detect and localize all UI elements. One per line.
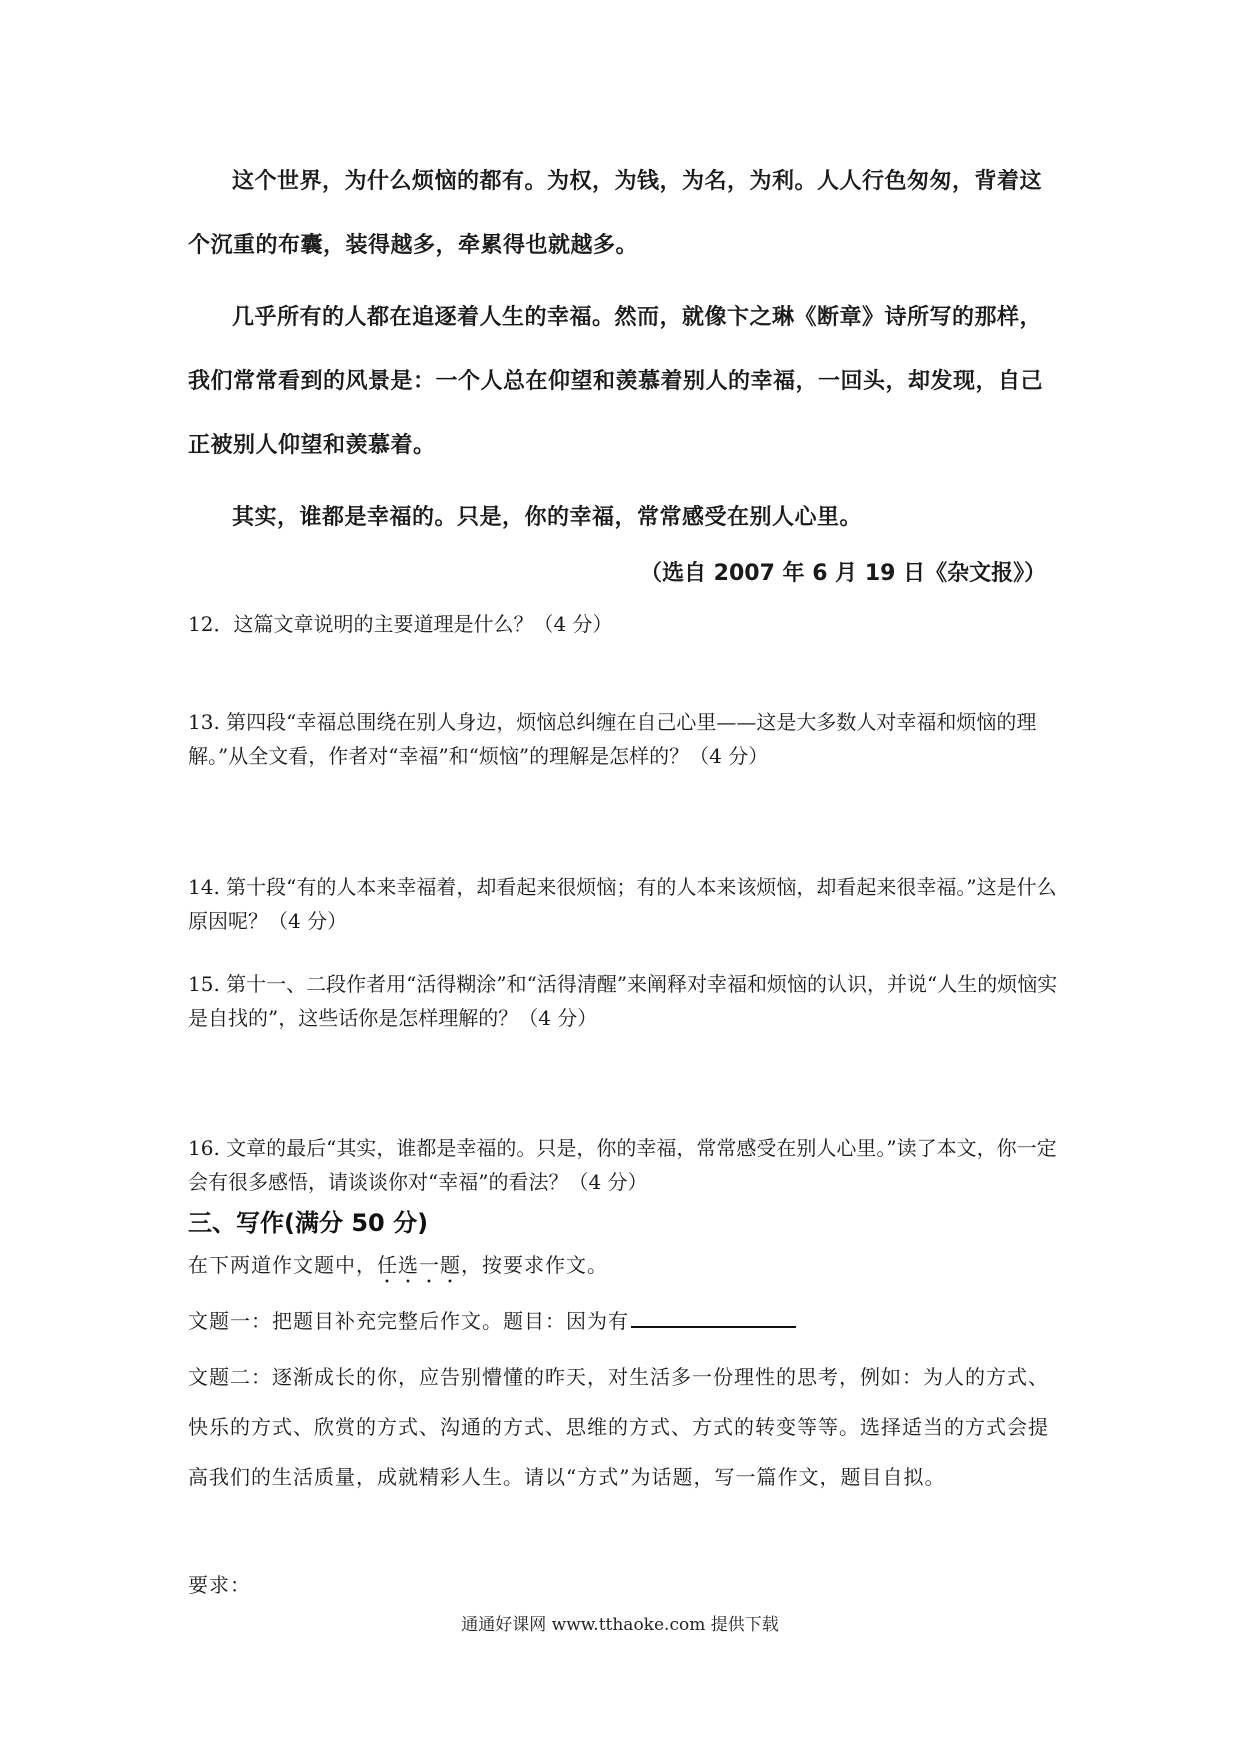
passage-paragraph-3: 其实，谁都是幸福的。只是，你的幸福，常常感受在别人心里。 (232, 505, 863, 530)
question-12: 12．这篇文章说明的主要道理是什么？（4 分） (188, 612, 613, 636)
writing-intro-emphasis: 任选一题 (377, 1253, 461, 1277)
page-footer: 通通好课网 www.tthaoke.com 提供下载 (461, 1615, 779, 1635)
writing-section-title: 三、写作(满分 50 分) (188, 1209, 429, 1237)
writing-intro-after: ，按要求作文。 (461, 1253, 608, 1277)
passage-paragraph-2: 几乎所有的人都在追逐着人生的幸福。然而，就像卞之琳《断章》诗所写的那样，我们常常看到的风景是：一个人总在仰望和羡慕着别人的幸福，一回头，却发现，自己正被别人仰望和羡慕着。 (188, 305, 1044, 458)
question-13: 13. 第四段“幸福总围绕在别人身边，烦恼总纠缠在自己心里——这是大多数人对幸福和烦恼的理解。”从全文看，作者对“幸福”和“烦恼”的理解是怎样的？（4 分） (188, 710, 1037, 768)
writing-topic-2: 文题二：逐渐成长的你，应告别懵懂的昨天，对生活多一份理性的思考，例如：为人的方式、快乐的方式、欣赏的方式、沟通的方式、思维的方式、方式的转变等等。选择适当的方式会提高我们的生活质量，成就精彩人生。请以“方式”为话题，写一篇作文，题目自拟。 (188, 1365, 1049, 1489)
question-14: 14. 第十段“有的人本来幸福着，却看起来很烦恼；有的人本来该烦恼，却看起来很幸福。”这是什么原因呢？（4 分） (188, 875, 1057, 933)
question-16: 16. 文章的最后“其实，谁都是幸福的。只是，你的幸福，常常感受在别人心里。”读了本文，你一定会有很多感悟，请谈谈你对“幸福”的看法？（4 分） (188, 1136, 1057, 1194)
question-15: 15. 第十一、二段作者用“活得糊涂”和“活得清醒”来阐释对幸福和烦恼的认识，并说“人生的烦恼实是自找的”，这些话你是怎样理解的？（4 分） (188, 972, 1058, 1030)
passage-paragraph-1: 这个世界，为什么烦恼的都有。为权，为钱，为名，为利。人人行色匆匆，背着这个沉重的布囊，装得越多，牵累得也就越多。 (188, 169, 1043, 258)
writing-topic-1 (188, 1296, 1058, 1346)
writing-intro-before: 在下两道作文题中， (188, 1253, 377, 1277)
writing-intro (188, 1240, 1058, 1290)
writing-topic-1-text: 文题一：把题目补充完整后作文。题目：因为有 (188, 1309, 629, 1333)
title-blank-line (631, 1306, 796, 1328)
passage-source: （选自 2007 年 6 月 19 日《杂文报》） (640, 561, 1047, 586)
writing-requirements: 要求： (188, 1573, 251, 1597)
